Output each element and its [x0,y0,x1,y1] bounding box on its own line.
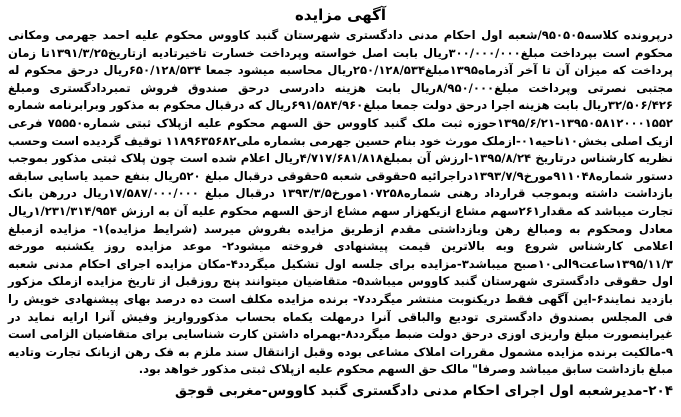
notice-title: آگهی مزایده [294,6,387,24]
notice-body: درپرونده کلاسه۹۵۰۵۰۵/شعبه اول احکام مدنی دادگستری شهرستان گنبد کاووس محکوم علیه احمد جهرمی ومکانی محکوم است بپرداخت مبلغ۳۰۰/۰۰۰/۰۰۰ریال بابت اصل خواسته وپرداخت خسارت تاخیرتادیه ازتاریخ۱۳۹۱/۳/۲۵تا زمان پرداخت که میزان آن تا آخر آذرماه۱۳۹۵مبلغ۲۵۰/۱۲۸/۵۳۴ریال محاسبه میشود جمعا ۶۵۰/۱۲۸/۵۳۴ریال درحق محکوم له مجتبی نصرتی وپرداخت مبلغ۸/۹۵۰/۰۰۰ریال بابت هزینه دادرسی درحق صندوق فروش تمبردادگستری ومبلغ ۳۲/۵۰۶/۴۲۶ریال بابت هزینه اجرا درحق دولت جمعا مبلغ۶۹۱/۵۸۴/۹۶۰ریال که درقبال محکوم به مذکور وبرابرنامه شماره ۱۳۹۵۰۵۸۱۲۰۰۰۱۵۵۲-۱۳۹۵/۶/۲۱حوزه ثبت ملک گنبد کاووس حق السهم محکوم علیه ازپلاک ثبتی شماره۷۵۵۵۰ فرعی ازیک اصلی بخش۱۰ناحیه۰۱-ازملک مورث خود بنام حسین جهرمی بشماره ملی۱۱۸۹۶۳۵۶۸۲ توقیف گردیده است وحسب نظریه کارشناس درتاریخ ۱۳۹۵/۸/۲۴-ارزش آن بمبلغ۴/۷۱۷/۶۸۱/۸۱۸ریال اعلام شده است چون پلاک ثبتی مذکور بموجب دستور شماره۹۱۱۰۴۸مورخ۱۳۹۳/۷/۹دراجرائیه ۵حقوقی شعبه ۵حقوقی درقبال مبلغ ۵۲۰ریال بنفع حمید یاسایی سابقه بازداشت داشته وبموجب قرارداد رهنی شماره۱۰۷۲۵۸مورخ۱۳۹۳/۳/۵ درقبال مبلغ ۱۷/۵۸۷/۰۰۰/۰۰۰ریال دررهن بانک تجارت میباشد که مقدار۲۶۱سهم مشاع ازیکهزار سهم مشاع ازحق السهم محکوم علیه آن به ارزش ۱/۲۳۱/۳۱۴/۹۵۴ریال معادل ومحکوم به ومبالغ رهن وبازداشتی مقدم ازطریق مزایده بفروش میرسد (شرایط مزایده)۱- مزایده ازمبلغ اعلامی کارشناس شروع وبه بالاترین قیمت پیشنهادی فروخته میشود۲- موعد مزایده روز یکشنبه مورخه ۱۳۹۵/۱۱/۳ساعت۹الی۱۰صبح میباشد۳-مزایده برای جلسه اول تشکیل میگردد۴-مکان مزایده اجرای احکام مدنی شعبه اول حقوقی دادگستری شهرستان گنبد کاووس میباشد۵- متقاضیان میتوانند پنج روزقبل از تاریخ مزایده ازملک مزکور بازدید نمایند۶-این آگهی فقط دریکنوبت منتشر میگردد۷- برنده مزایده مکلف است ده درصد بهای پیشنهادی خویش را فی المجلس بصندوق دادگستری تودیع والباقی آنرا درمهلت یکماه بحساب مذکورواریز وفیش آنرا ارایه نماید در غیراینصورت مبلغ واریزی اوزی درحق دولت ضبط میگردد۸-بهمراه داشتن کارت شناسایی برای متقاضیان الزامی است ۹-مالکیت برنده مزایده مشمول مقررات املاک مشاعی بوده وقبل ازانتقال سند ملزم به فک رهن ازبانک تجارت وتادیه مبلغ بازداشت سابق میباشد وصرفا" مالک حق السهم محکوم علیه ازپلاک ثبتی مذکور خواهد بود. [8,28,674,377]
auction-notice [2,2,679,413]
notice-signature: ۲۰۴-مدیرشعبه اول اجرای احکام مدنی دادگستری گنبد کاووس-مغربی قوجق [175,382,673,399]
